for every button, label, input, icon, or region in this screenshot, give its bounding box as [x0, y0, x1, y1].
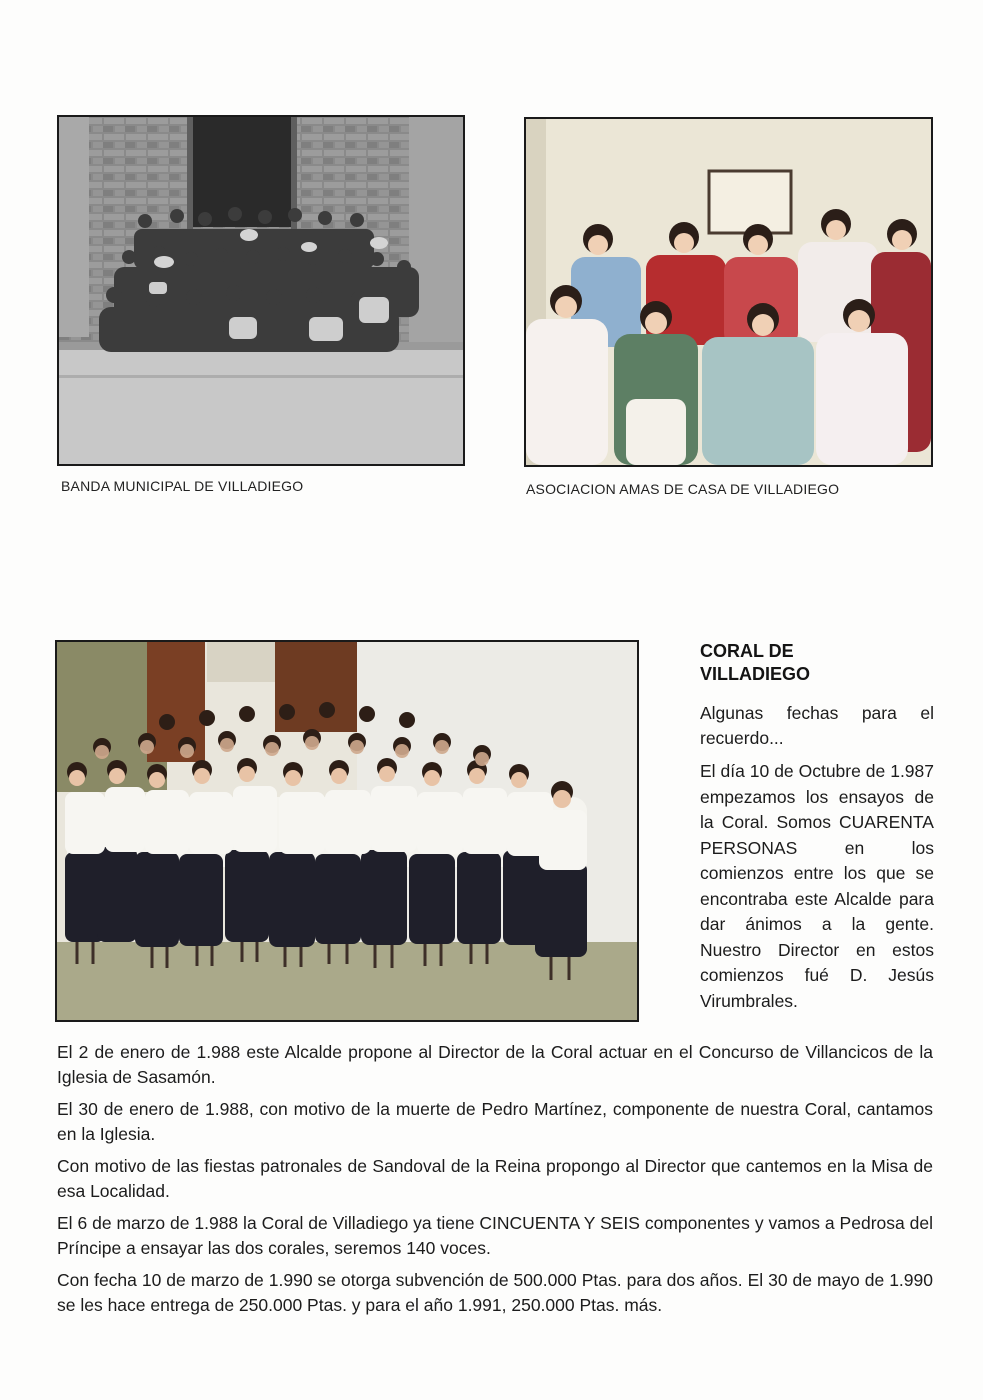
article-intro: Algunas fechas para el recuerdo... [700, 703, 934, 748]
band-photo [57, 115, 465, 466]
article-title-line2: VILLADIEGO [700, 664, 811, 684]
article-paragraph: Con fecha 10 de marzo de 1.990 se otorga subvención de 500.000 Ptas. para dos años. El 30 de mayo de 1.990 se les hace entrega de 250.000 Ptas. y para el año 1.991, 250.000 Ptas. más. [57, 1270, 933, 1315]
women-group-photo-caption: ASOCIACION AMAS DE CASA DE VILLADIEGO [526, 481, 840, 497]
band-photo-caption: BANDA MUNICIPAL DE VILLADIEGO [61, 478, 304, 494]
article-paragraph: El 2 de enero de 1.988 este Alcalde propone al Director de la Coral actuar en el Concurso de Villancicos de la Iglesia de Sasamón. [57, 1042, 933, 1087]
choir-photo [55, 640, 639, 1022]
article-paragraph: El 6 de marzo de 1.988 la Coral de Villadiego ya tiene CINCUENTA Y SEIS componentes y vamos a Pedrosa del Príncipe a ensayar las dos corales, seremos 140 voces. [57, 1213, 933, 1258]
article-title-line1: CORAL DE [700, 641, 794, 661]
band-photo-image [59, 117, 463, 464]
article-side-paragraph: El día 10 de Octubre de 1.987 empezamos los ensayos de la Coral. Somos CUARENTA PERSONAS en los comienzos entre los que se encontraba este Alcalde para dar ánimos a la gente. Nuestro Director en estos comienzos fué D. Jesús Virumbrales. [700, 761, 934, 1011]
article-paragraph: Con motivo de las fiestas patronales de Sandoval de la Reina propongo al Director que cantemos en la Misa de esa Localidad. [57, 1156, 933, 1201]
article-side-column [700, 640, 934, 1014]
women-group-photo-image [526, 119, 931, 465]
article-body [57, 1040, 933, 1325]
choir-photo-image [57, 642, 637, 1020]
article-title [700, 640, 934, 686]
women-group-photo [524, 117, 933, 467]
article-paragraph: El 30 de enero de 1.988, con motivo de la muerte de Pedro Martínez, componente de nuestra Coral, cantamos en la Iglesia. [57, 1099, 933, 1144]
